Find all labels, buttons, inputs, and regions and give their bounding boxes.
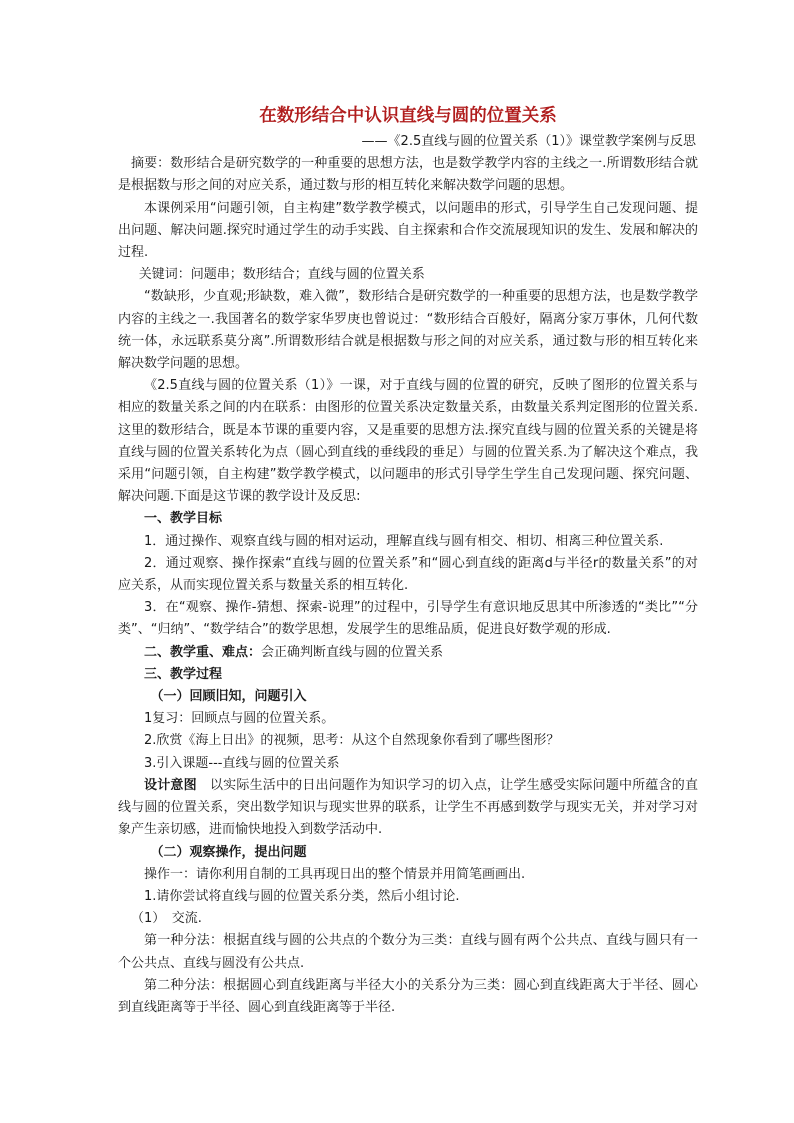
goal-2: 2．通过观察、操作探索“直线与圆的位置关系”和“圆心到直线的距离d与半径r的数量关系”的对应关系，从而实现位置关系与数量关系的相互转化. <box>118 555 698 594</box>
goal-3: 3．在“观察、操作-猜想、探索-说理”的过程中，引导学生有意识地反思其中所渗透的“类比”“分类”、“归纳”、“数学结合”的数学思想，发展学生的思维品质，促进良好数学观的形成. <box>118 600 698 638</box>
operation-1: 操作一：请你利用自制的工具再现日出的整个情景并用简笔画画出. <box>144 866 526 882</box>
review-item-1: 1复习：回顾点与圆的位置关系。 <box>144 711 335 727</box>
section-key-points <box>118 642 698 664</box>
abstract-paragraph-2: 本课例采用“问题引领，自主构建”数学教学模式，以问题串的形式，引导学生自己发现问题、提出问题、解决问题.探究时通过学生的动手实践、自主探索和合作交流展现知识的发生、发展和解决的过程. <box>118 200 698 261</box>
intro-paragraph-1: “数缺形，少直观;形缺数，难入微”，数形结合是研究数学的一种重要的思想方法，也是数学教学内容的主线之一.我国著名的数学家华罗庚也曾说过：“数形结合百般好，隔离分家万事休，几何代数统一体，永远联系莫分离”.所谓数形结合就是根据数与形之间的对应关系，通过数与形的相互转化来解决数学问题的思想。 <box>118 289 698 372</box>
review-item-2: 2.欣赏《海上日出》的视频，思考：从这个自然现象你看到了哪些图形？ <box>144 733 560 749</box>
classification-method-2: 第二种分法：根据圆心到直线距离与半径大小的关系分为三类：圆心到直线距离大于半径、圆心到直线距离等于半径、圆心到直线距离等于半径. <box>118 977 698 1015</box>
section-key-points-text: 会正确判断直线与圆的位置关系 <box>261 644 444 660</box>
design-intent-paragraph <box>118 775 698 842</box>
part-2-heading: （二）观察操作，提出问题 <box>150 844 307 860</box>
review-item-3: 3.引入课题---直线与圆的位置关系 <box>144 755 340 771</box>
document-body <box>118 103 698 1019</box>
question-1: 1.请你尝试将直线与圆的位置关系分类，然后小组讨论. <box>144 888 460 904</box>
document-subtitle: ——《2.5直线与圆的位置关系（1）》课堂教学案例与反思 <box>361 134 696 149</box>
abstract-label: 摘要： <box>131 156 171 172</box>
abstract-text: 数形结合是研究数学的一种重要的思想方法，也是数学教学内容的主线之一.所谓数形结合就是根据数与形之间的对应关系，通过数与形的相互转化来解决数学问题的思想。 <box>118 156 698 194</box>
goal-1: 1．通过操作、观察直线与圆的相对运动，理解直线与圆有相交、相切、相离三种位置关系. <box>144 533 664 549</box>
classification-method-1: 第一种分法：根据直线与圆的公共点的个数分为三类：直线与圆有两个公共点、直线与圆只有一个公共点、直线与圆没有公共点. <box>118 933 698 971</box>
intro-paragraph-2: 《2.5直线与圆的位置关系（1）》一课，对于直线与圆的位置的研究，反映了图形的位置关系与相应的数量关系之间的内在联系：由图形的位置关系决定数量关系，由数量关系判定图形的位置关系.这里的数形结合，既是本节课的重要内容，又是重要的思想方法.探究直线与圆的位置关系的关键是将直线与圆的位置关系转化为点（圆心到直线的垂线段的垂足）与圆的位置关系.为了解决这个难点，我采用“问题引领，自主构建”数学教学模式，以问题串的形式引导学生学生自己发现问题、探究问题、解决问题.下面是这节课的教学设计及反思: <box>118 378 698 505</box>
design-intent-label: 设计意图 <box>144 777 197 793</box>
abstract-paragraph <box>118 153 698 197</box>
design-intent-text: 以实际生活中的日出问题作为知识学习的切入点，让学生感受实际问题中所蕴含的直线与圆的位置关系，突出数学知识与现实世界的联系，让学生不再感到数学与现实无关，并对学习对象产生亲切感，进而愉快地投入到数学活动中. <box>118 777 698 838</box>
part-1-heading: （一）回顾旧知，问题引入 <box>150 689 307 705</box>
section-key-points-heading: 二、教学重、难点： <box>144 644 262 660</box>
exchange-item: （1） 交流. <box>131 911 202 927</box>
section-teaching-process-heading: 三、教学过程 <box>144 666 223 682</box>
document-title: 在数形结合中认识直线与圆的位置关系 <box>259 106 557 126</box>
section-teaching-goals-heading: 一、教学目标 <box>144 511 223 527</box>
keywords: 关键词：问题串；数形结合；直线与圆的位置关系 <box>138 267 425 283</box>
